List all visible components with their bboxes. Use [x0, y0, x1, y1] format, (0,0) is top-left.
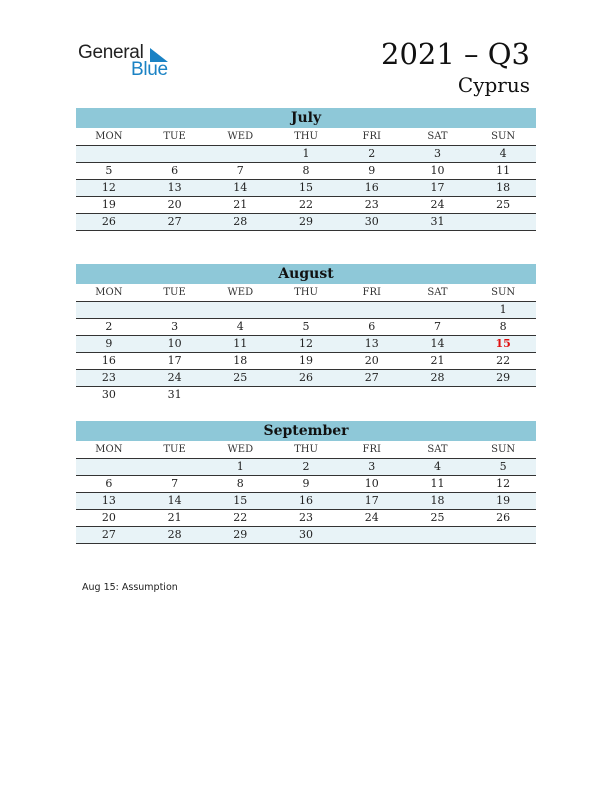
- day-cell: [207, 302, 273, 318]
- day-cell: 14: [167, 494, 182, 507]
- day-cell: 20: [101, 511, 116, 524]
- weekday-label: SAT: [427, 444, 448, 455]
- day-cell: 26: [299, 371, 314, 384]
- day-cell: 1: [499, 303, 507, 316]
- day-cell: 16: [364, 181, 379, 194]
- day-cell: 25: [496, 198, 511, 211]
- day-cell: 12: [101, 181, 116, 194]
- week-row: [76, 387, 536, 403]
- weekday-label: SUN: [491, 131, 516, 142]
- day-cell: [273, 387, 339, 403]
- day-cell: 5: [499, 460, 507, 473]
- day-cell: 20: [167, 198, 182, 211]
- month-header: August: [76, 264, 536, 284]
- day-cell: [142, 459, 208, 475]
- day-cell: 19: [299, 354, 314, 367]
- day-cell: 21: [233, 198, 248, 211]
- day-cell: 7: [236, 164, 244, 177]
- day-cell: 28: [233, 215, 248, 228]
- weekday-row: [76, 128, 536, 146]
- month-july: [76, 108, 536, 231]
- day-cell: 17: [167, 354, 182, 367]
- day-cell: 12: [299, 337, 314, 350]
- day-cell: 14: [430, 337, 445, 350]
- day-cell: 23: [299, 511, 314, 524]
- day-cell: 17: [364, 494, 379, 507]
- day-cell: 9: [368, 164, 376, 177]
- day-cell: 3: [433, 147, 441, 160]
- day-cell: 1: [302, 147, 310, 160]
- day-cell: 24: [364, 511, 379, 524]
- weekday-label: SAT: [427, 287, 448, 298]
- day-cell: 8: [236, 477, 244, 490]
- day-cell: 13: [364, 337, 379, 350]
- day-cell: 23: [101, 371, 116, 384]
- day-cell: 23: [364, 198, 379, 211]
- day-cell: [405, 527, 471, 543]
- week-row: [76, 510, 536, 527]
- weekday-label: FRI: [362, 131, 381, 142]
- day-cell: 6: [105, 477, 113, 490]
- day-cell: 8: [302, 164, 310, 177]
- day-cell: 24: [430, 198, 445, 211]
- weekday-row: [76, 284, 536, 302]
- day-cell: 14: [233, 181, 248, 194]
- day-cell: [76, 302, 142, 318]
- weekday-label: SUN: [491, 287, 516, 298]
- day-cell: [273, 302, 339, 318]
- day-cell: 16: [299, 494, 314, 507]
- day-cell: 6: [368, 320, 376, 333]
- day-cell: 25: [430, 511, 445, 524]
- day-cell: 12: [496, 477, 511, 490]
- day-cell: 1: [236, 460, 244, 473]
- weekday-label: THU: [294, 444, 318, 455]
- day-cell: 10: [364, 477, 379, 490]
- weekday-row: [76, 441, 536, 459]
- day-cell: 28: [430, 371, 445, 384]
- day-cell: [76, 146, 142, 162]
- day-cell: 11: [430, 477, 445, 490]
- day-cell: 4: [236, 320, 244, 333]
- day-cell: 19: [101, 198, 116, 211]
- logo-word-blue: Blue: [131, 59, 168, 80]
- day-cell: 13: [101, 494, 116, 507]
- day-cell: 16: [101, 354, 116, 367]
- day-cell: [405, 387, 471, 403]
- generalblue-logo: [78, 42, 178, 82]
- weekday-label: MON: [95, 287, 123, 298]
- weekday-label: MON: [95, 444, 123, 455]
- day-cell: 6: [171, 164, 179, 177]
- weekday-label: MON: [95, 131, 123, 142]
- day-cell: 18: [233, 354, 248, 367]
- day-cell: 9: [302, 477, 310, 490]
- day-cell: [470, 387, 536, 403]
- week-row: [76, 476, 536, 493]
- month-header: September: [76, 421, 536, 441]
- day-cell: 27: [167, 215, 182, 228]
- day-cell: 18: [430, 494, 445, 507]
- day-cell: 4: [499, 147, 507, 160]
- week-row: [76, 302, 536, 319]
- day-cell: [76, 459, 142, 475]
- day-cell: 11: [233, 337, 248, 350]
- day-cell: 8: [499, 320, 507, 333]
- day-cell: 15: [299, 181, 314, 194]
- day-cell: 30: [364, 215, 379, 228]
- week-row: [76, 527, 536, 544]
- weekday-label: WED: [227, 287, 254, 298]
- day-cell: 2: [368, 147, 376, 160]
- day-cell: 26: [101, 215, 116, 228]
- week-row: [76, 146, 536, 163]
- weekday-label: WED: [227, 131, 254, 142]
- day-cell: 13: [167, 181, 182, 194]
- day-cell: 7: [171, 477, 179, 490]
- day-cell: 19: [496, 494, 511, 507]
- day-cell: [339, 527, 405, 543]
- day-cell: 2: [105, 320, 113, 333]
- day-cell: 29: [299, 215, 314, 228]
- day-cell: 24: [167, 371, 182, 384]
- weekday-label: THU: [294, 131, 318, 142]
- day-cell: 4: [433, 460, 441, 473]
- day-cell: 15: [495, 337, 511, 350]
- weekday-label: FRI: [362, 287, 381, 298]
- weekday-label: WED: [227, 444, 254, 455]
- day-cell: 22: [233, 511, 248, 524]
- week-row: [76, 163, 536, 180]
- day-cell: 28: [167, 528, 182, 541]
- day-cell: 21: [167, 511, 182, 524]
- day-cell: 10: [167, 337, 182, 350]
- weekday-label: THU: [294, 287, 318, 298]
- day-cell: 10: [430, 164, 445, 177]
- day-cell: 15: [233, 494, 248, 507]
- day-cell: [470, 527, 536, 543]
- day-cell: [339, 302, 405, 318]
- weekday-label: TUE: [163, 131, 186, 142]
- day-cell: 25: [233, 371, 248, 384]
- day-cell: [207, 146, 273, 162]
- week-row: [76, 353, 536, 370]
- weekday-label: FRI: [362, 444, 381, 455]
- week-row: [76, 197, 536, 214]
- logo-word-general: General: [78, 42, 144, 63]
- week-row: [76, 180, 536, 197]
- day-cell: 29: [496, 371, 511, 384]
- day-cell: 17: [430, 181, 445, 194]
- week-row: [76, 493, 536, 510]
- day-cell: 21: [430, 354, 445, 367]
- day-cell: 5: [302, 320, 310, 333]
- day-cell: 30: [101, 388, 116, 401]
- day-cell: 30: [299, 528, 314, 541]
- day-cell: 7: [433, 320, 441, 333]
- week-row: [76, 370, 536, 387]
- day-cell: 22: [299, 198, 314, 211]
- month-september: [76, 421, 536, 544]
- page-title: 2021 – Q3: [381, 37, 530, 71]
- day-cell: 3: [368, 460, 376, 473]
- day-cell: 26: [496, 511, 511, 524]
- day-cell: [470, 214, 536, 230]
- day-cell: 27: [101, 528, 116, 541]
- day-cell: 2: [302, 460, 310, 473]
- holiday-note: Aug 15: Assumption: [82, 582, 178, 593]
- day-cell: 31: [430, 215, 445, 228]
- day-cell: [207, 387, 273, 403]
- weekday-label: SUN: [491, 444, 516, 455]
- day-cell: [405, 302, 471, 318]
- day-cell: [339, 387, 405, 403]
- day-cell: 31: [167, 388, 182, 401]
- weekday-label: SAT: [427, 131, 448, 142]
- day-cell: 18: [496, 181, 511, 194]
- month-august: [76, 264, 536, 403]
- day-cell: 29: [233, 528, 248, 541]
- day-cell: 11: [496, 164, 511, 177]
- day-cell: 22: [496, 354, 511, 367]
- day-cell: 27: [364, 371, 379, 384]
- month-header: July: [76, 108, 536, 128]
- day-cell: 9: [105, 337, 113, 350]
- weekday-label: TUE: [163, 444, 186, 455]
- day-cell: 20: [364, 354, 379, 367]
- day-cell: [142, 302, 208, 318]
- country-name: Cyprus: [457, 73, 530, 97]
- week-row: [76, 319, 536, 336]
- week-row: [76, 336, 536, 353]
- day-cell: [142, 146, 208, 162]
- week-row: [76, 459, 536, 476]
- weekday-label: TUE: [163, 287, 186, 298]
- day-cell: 3: [171, 320, 179, 333]
- week-row: [76, 214, 536, 231]
- day-cell: 5: [105, 164, 113, 177]
